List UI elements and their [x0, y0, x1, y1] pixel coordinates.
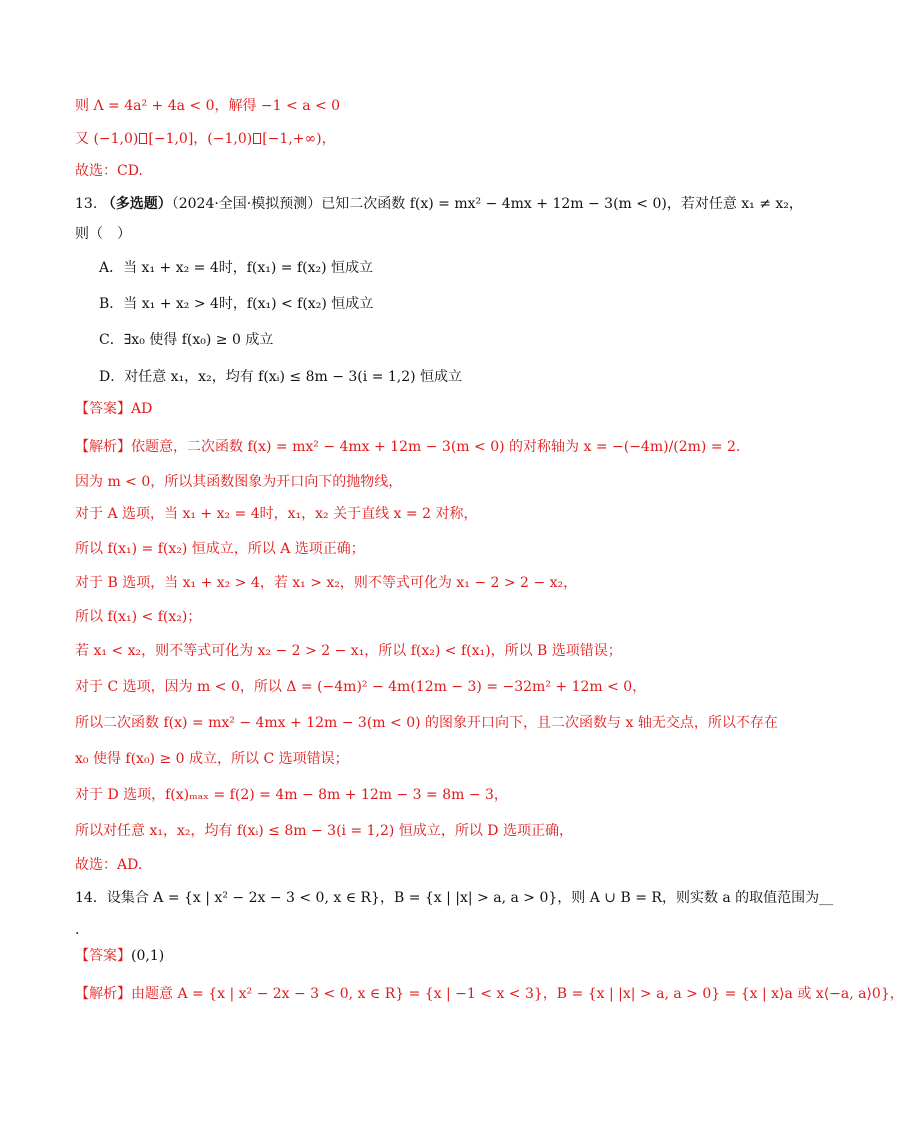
analysis-line-10: x₀ 使得 f(x₀) ≥ 0 成立，所以 C 选项错误； [75, 751, 349, 767]
answer-14 [75, 946, 164, 966]
question-stem: （2024·全国·模拟预测）已知二次函数 f(x) = mx² − 4mx + 12m − 3(m < 0)，若对任意 x₁ ≠ x₂， [171, 196, 803, 212]
analysis-text: 依题意，二次函数 f(x) = mx² − 4mx + 12m − 3(m < 0) 的对称轴为 x = −(−4m)/(2m) = 2. [131, 439, 741, 455]
analysis-label: 【解析】 [75, 986, 131, 1002]
question-type-tag: （多选题） [101, 196, 172, 212]
missing-glyph-icon [253, 133, 261, 144]
analysis-line-12: 所以对任意 x₁，x₂，均有 f(xᵢ) ≤ 8m − 3(i = 1,2) 恒成立，所以 D 选项正确， [75, 823, 573, 839]
analysis-line-1 [75, 437, 740, 457]
interval-text-b: [−1,0]，(−1,0) [148, 131, 253, 147]
analysis-line-6: 所以 f(x₁) < f(x₂)； [75, 609, 202, 625]
analysis-line-4: 所以 f(x₁) = f(x₂) 恒成立，所以 A 选项正确； [75, 541, 365, 557]
analysis-line-5: 对于 B 选项，当 x₁ + x₂ > 4，若 x₁ > x₂，则不等式可化为 x₁ − 2 > 2 − x₂， [75, 575, 578, 591]
question-13 [75, 194, 803, 214]
answer-13 [75, 399, 152, 419]
question-number: 13. [75, 196, 98, 212]
option-a: A．当 x₁ + x₂ = 4时，f(x₁) = f(x₂) 恒成立 [99, 260, 374, 276]
answer-value: (0,1) [131, 948, 165, 964]
analysis-line-8: 对于 C 选项，因为 m < 0，所以 Δ = (−4m)² − 4m(12m − 3) = −32m² + 12m < 0， [75, 679, 647, 695]
answer-label: 【答案】 [75, 948, 131, 964]
analysis-line-11: 对于 D 选项，f(x)ₘₐₓ = f(2) = 4m − 8m + 12m − 3 = 8m − 3， [75, 787, 508, 803]
missing-glyph-icon [139, 133, 147, 144]
option-b: B．当 x₁ + x₂ > 4时，f(x₁) < f(x₂) 恒成立 [99, 296, 374, 312]
answer-label: 【答案】 [75, 401, 131, 417]
question-14-end: . [75, 922, 80, 938]
solution-line-2 [75, 129, 336, 149]
question-14: 14．设集合 A = {x | x² − 2x − 3 < 0, x ∈ R}，B = {x | |x| > a, a > 0}，则 A ∪ B = R，则实数 a 的取值范围为__ [75, 890, 834, 906]
interval-text-c: [−1,+∞)， [262, 131, 336, 147]
answer-value: AD [131, 401, 153, 417]
solution-line-1: 则 Λ = 4a² + 4a < 0，解得 −1 < a < 0 [75, 98, 341, 114]
option-c: C．∃x₀ 使得 f(x₀) ≥ 0 成立 [99, 332, 274, 348]
solution-conclusion: 故选：CD. [75, 163, 143, 179]
analysis-14 [75, 984, 904, 1004]
analysis-line-9: 所以二次函数 f(x) = mx² − 4mx + 12m − 3(m < 0) 的图象开口向下，且二次函数与 x 轴无交点，所以不存在 [75, 715, 778, 731]
option-d: D．对任意 x₁，x₂，均有 f(xᵢ) ≤ 8m − 3(i = 1,2) 恒成立 [99, 369, 463, 385]
analysis-line-3: 对于 A 选项，当 x₁ + x₂ = 4时，x₁，x₂ 关于直线 x = 2 对称， [75, 506, 478, 522]
analysis-line-2: 因为 m < 0，所以其函数图象为开口向下的抛物线， [75, 474, 403, 490]
analysis-text: 由题意 A = {x | x² − 2x − 3 < 0, x ∈ R} = {x | −1 < x < 3}，B = {x | |x| > a, a > 0} = {x | x⟩a 或 x⟨−a, a⟩0}， [131, 986, 904, 1002]
question-stem-continued: 则（ ） [75, 226, 131, 242]
analysis-label: 【解析】 [75, 439, 131, 455]
analysis-line-7: 若 x₁ < x₂，则不等式可化为 x₂ − 2 > 2 − x₁，所以 f(x₂) < f(x₁)，所以 B 选项错误； [75, 643, 622, 659]
interval-text-a: 又 (−1,0) [75, 131, 139, 147]
analysis-conclusion: 故选：AD. [75, 857, 143, 873]
